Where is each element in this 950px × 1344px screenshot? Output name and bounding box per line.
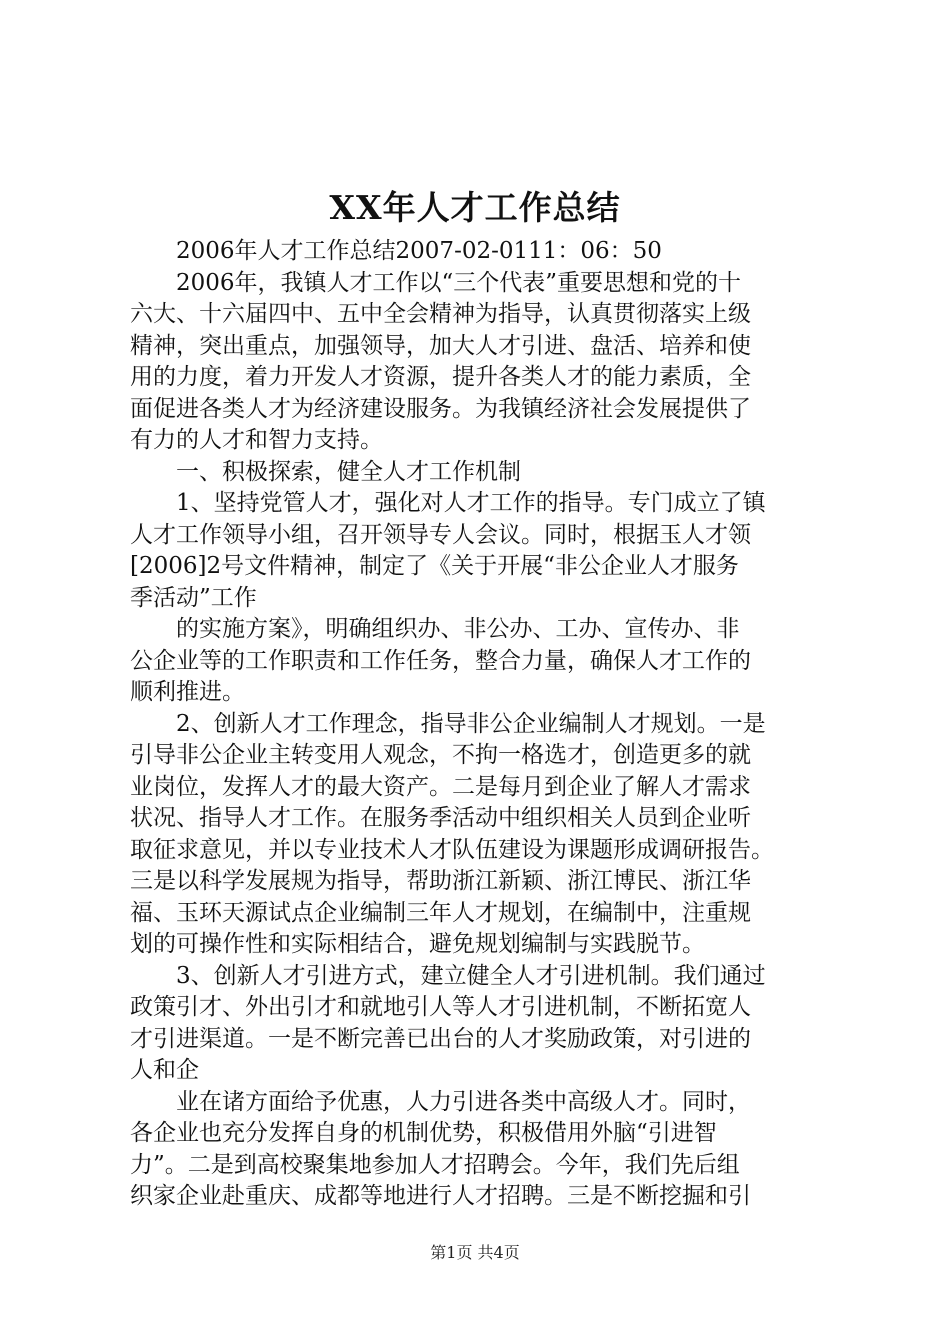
text-line: 政策引才、外出引才和就地引人等人才引进机制，不断拓宽人 bbox=[130, 994, 751, 1020]
text-line: [2006]2号文件精神，制定了《关于开展“非公企业人才服务 bbox=[130, 553, 739, 579]
page-footer: 第1页 共4页 bbox=[430, 1243, 520, 1262]
text-line: 织家企业赴重庆、成都等地进行人才招聘。三是不断挖掘和引 bbox=[130, 1183, 751, 1209]
text-line: 人才工作领导小组，召开领导专人会议。同时，根据玉人才领 bbox=[130, 521, 751, 548]
text-line: 人和企 bbox=[130, 1057, 199, 1083]
text-line: 公企业等的工作职责和工作任务，整合力量，确保人才工作的 bbox=[130, 647, 751, 674]
text-line: 状况、指导人才工作。在服务季活动中组织相关人员到企业听 bbox=[130, 805, 751, 831]
text-line: 各企业也充分发挥自身的机制优势，积极借用外脑“引进智 bbox=[130, 1120, 717, 1146]
text-line: 才引进渠道。一是不断完善已出台的人才奖励政策，对引进的 bbox=[130, 1025, 751, 1052]
text-line: 的实施方案》，明确组织办、非公办、工办、宣传办、非 bbox=[176, 616, 740, 642]
text-line: 三是以科学发展规为指导，帮助浙江新颖、浙江博民、浙江华 bbox=[130, 868, 751, 894]
text-line: 3、创新人才引进方式，建立健全人才引进机制。我们通过 bbox=[176, 962, 766, 989]
text-line: 1、坚持党管人才，强化对人才工作的指导。专门成立了镇 bbox=[176, 490, 766, 516]
text-line: 一、积极探索，健全人才工作机制 bbox=[176, 458, 521, 485]
text-line: 划的可操作性和实际相结合，避免规划编制与实践脱节。 bbox=[130, 931, 705, 957]
text-line: 2、创新人才工作理念，指导非公企业编制人才规划。一是 bbox=[176, 710, 766, 737]
text-line: 季活动”工作 bbox=[130, 584, 257, 611]
document-body bbox=[130, 236, 830, 1213]
text-line: 2006年，我镇人才工作以“三个代表”重要思想和党的十 bbox=[176, 269, 742, 296]
text-line: 面促进各类人才为经济建设服务。为我镇经济社会发展提供了 bbox=[130, 395, 751, 422]
text-line: 取征求意见，并以专业技术人才队伍建设为课题形成调研报告。 bbox=[130, 836, 774, 863]
text-line: 2006年人才工作总结2007-02-0111：06：50 bbox=[176, 238, 662, 264]
text-line: 力”。二是到高校聚集地参加人才招聘会。今年，我们先后组 bbox=[130, 1151, 740, 1178]
text-line: 精神，突出重点，加强领导，加大人才引进、盘活、培养和使 bbox=[130, 332, 751, 359]
text-line: 业在诸方面给予优惠，人力引进各类中高级人才。同时， bbox=[176, 1088, 751, 1115]
text-line: 用的力度，着力开发人才资源，提升各类人才的能力素质，全 bbox=[130, 364, 751, 390]
text-line: 福、玉环天源试点企业编制三年人才规划，在编制中，注重规 bbox=[130, 899, 751, 926]
text-line: 引导非公企业主转变用人观念，不拘一格选才，创造更多的就 bbox=[130, 742, 751, 768]
text-line: 有力的人才和智力支持。 bbox=[130, 427, 383, 453]
text-line: 业岗位，发挥人才的最大资产。二是每月到企业了解人才需求 bbox=[130, 773, 751, 800]
text-line: 六大、十六届四中、五中全会精神为指导，认真贯彻落实上级 bbox=[130, 301, 751, 327]
document-title: XX年人才工作总结 bbox=[329, 188, 621, 227]
text-line: 顺利推进。 bbox=[130, 679, 245, 705]
